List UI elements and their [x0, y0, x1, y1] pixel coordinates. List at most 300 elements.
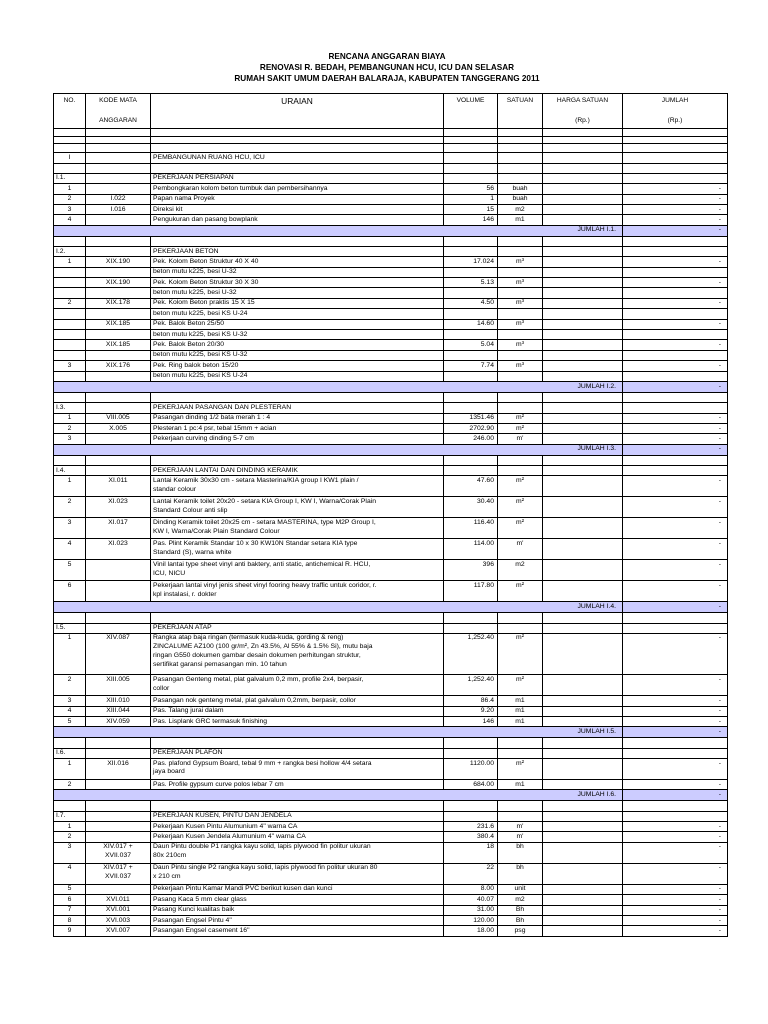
description-cell: Vinil lantai type sheet vinyl anti baktery, anti static, antichemical R. HCU, ICU, NICU [151, 560, 444, 581]
amount-cell: - [623, 842, 728, 863]
description-cell: Pas. Plint Keramik Standar 10 x 30 KW10N Standar setara KIA type Standard (S), warna white [151, 539, 444, 560]
unit-cell [498, 465, 543, 475]
no-cell: 2 [54, 675, 86, 696]
unit-price-cell [543, 136, 623, 144]
amount-cell [623, 246, 728, 256]
unit-cell [498, 811, 543, 821]
description-cell: Pek. Kolom Beton Struktur 30 X 30 [151, 278, 444, 288]
table-row [54, 832, 728, 842]
subtotal-row [54, 225, 728, 236]
table-row [54, 340, 728, 350]
code-cell [86, 153, 151, 163]
unit-price-cell [543, 895, 623, 905]
unit-price-cell [543, 581, 623, 602]
amount-cell: - [623, 832, 728, 842]
unit-price-cell [543, 278, 623, 288]
code-cell [86, 371, 151, 381]
amount-cell: - [623, 423, 728, 433]
unit-cell [498, 288, 543, 298]
volume-cell: 5.13 [444, 278, 498, 288]
unit-price-cell [543, 738, 623, 748]
amount-cell: - [623, 780, 728, 790]
volume-cell [444, 350, 498, 360]
no-cell [54, 455, 86, 465]
description-cell: Rangka atap baja ringan (termasuk kuda-kuda, gording & reng) ZINCALUME AZ100 (100 gr/m², Zn 43.5%, Al 55% & 1.5% Si), mutu baja ringan G550 dokumen gambar desain dokumen perhitungan struktur, sertifikat garansi pemasangan min. 10 tahun [151, 633, 444, 674]
unit-price-cell [543, 633, 623, 674]
volume-cell [444, 153, 498, 163]
unit-cell: m1 [498, 696, 543, 706]
description-cell: Pas. Profile gypsum curve polos lebar 7 cm [151, 780, 444, 790]
volume-cell: 22 [444, 863, 498, 884]
unit-cell [498, 403, 543, 413]
header-unit [498, 94, 543, 129]
table-row [54, 497, 728, 518]
volume-cell: 7.74 [444, 361, 498, 371]
unit-price-cell [543, 842, 623, 863]
unit-cell: m2 [498, 895, 543, 905]
code-cell: XIV.017 + XVII.037 [86, 863, 151, 884]
unit-price-cell [543, 330, 623, 340]
no-cell: 1 [54, 476, 86, 497]
unit-cell: m² [498, 675, 543, 696]
description-cell: Pek. Kolom Beton Struktur 40 X 40 [151, 257, 444, 267]
unit-cell: buah [498, 194, 543, 204]
code-cell: XII.016 [86, 759, 151, 780]
amount-cell [623, 236, 728, 246]
header-volume-label: VOLUME [456, 96, 485, 104]
volume-cell [444, 371, 498, 381]
code-cell: XIX.178 [86, 298, 151, 308]
no-cell: I.6. [54, 748, 86, 758]
description-cell: beton mutu k225, besi KS U-32 [151, 330, 444, 340]
unit-price-cell [543, 350, 623, 360]
amount-cell [623, 623, 728, 633]
no-cell [54, 144, 86, 153]
header-no [54, 94, 86, 129]
amount-cell: - [623, 184, 728, 194]
subtotal-row [54, 727, 728, 738]
amount-cell: - [623, 278, 728, 288]
description-cell: PEMBANGUNAN RUANG HCU, ICU [151, 153, 444, 163]
amount-cell: - [623, 539, 728, 560]
header-row [54, 94, 728, 129]
no-cell [54, 801, 86, 811]
code-cell: XIX.185 [86, 340, 151, 350]
unit-price-cell [543, 403, 623, 413]
amount-cell: - [623, 706, 728, 716]
volume-cell [444, 236, 498, 246]
unit-cell: m³ [498, 278, 543, 288]
subtotal-row [54, 602, 728, 613]
table-row [54, 361, 728, 371]
volume-cell: 684.00 [444, 780, 498, 790]
table-row [54, 633, 728, 674]
unit-price-cell [543, 257, 623, 267]
volume-cell: 396 [444, 560, 498, 581]
description-cell [151, 455, 444, 465]
subtotal-amount: - [623, 727, 728, 738]
no-cell [54, 392, 86, 402]
table-row [54, 413, 728, 423]
table-row [54, 560, 728, 581]
section-header-row [54, 623, 728, 633]
section-header-row [54, 748, 728, 758]
table-row [54, 905, 728, 915]
volume-cell [444, 330, 498, 340]
unit-cell: buah [498, 184, 543, 194]
unit-cell: m² [498, 476, 543, 497]
subtotal-label: JUMLAH I.4. [54, 602, 623, 613]
unit-price-cell [543, 497, 623, 518]
table-row [54, 278, 728, 288]
amount-cell: - [623, 476, 728, 497]
unit-cell: m² [498, 497, 543, 518]
amount-cell: - [623, 581, 728, 602]
unit-price-cell [543, 194, 623, 204]
subtotal-label: JUMLAH I.2. [54, 381, 623, 392]
unit-cell: m² [498, 633, 543, 674]
code-cell [86, 455, 151, 465]
table-row [54, 184, 728, 194]
no-cell [54, 613, 86, 623]
unit-price-cell [543, 236, 623, 246]
code-cell: XVI.011 [86, 895, 151, 905]
unit-price-cell [543, 832, 623, 842]
header-unit-price-label-2: (Rp.) [575, 116, 590, 124]
unit-cell: m³ [498, 257, 543, 267]
unit-cell [498, 144, 543, 153]
unit-price-cell [543, 560, 623, 581]
unit-price-cell [543, 184, 623, 194]
code-cell [86, 246, 151, 256]
table-row [54, 759, 728, 780]
volume-cell: 15 [444, 204, 498, 214]
code-cell: XVI.001 [86, 905, 151, 915]
amount-cell [623, 330, 728, 340]
subtotal-row [54, 381, 728, 392]
no-cell: I.4. [54, 465, 86, 475]
volume-cell [444, 465, 498, 475]
amount-cell: - [623, 884, 728, 894]
table-row [54, 675, 728, 696]
unit-price-cell [543, 340, 623, 350]
unit-cell: m² [498, 759, 543, 780]
subtotal-row [54, 790, 728, 801]
description-cell [151, 392, 444, 402]
amount-cell: - [623, 434, 728, 444]
subtotal-label: JUMLAH I.6. [54, 790, 623, 801]
code-cell [86, 173, 151, 183]
description-cell: Daun Pintu single P2 rangka kayu solid, lapis plywood fin politur ukuran 80 x 210 cm [151, 863, 444, 884]
code-cell [86, 184, 151, 194]
amount-cell: - [623, 905, 728, 915]
section-header-row [54, 403, 728, 413]
code-cell [86, 144, 151, 153]
unit-cell: m1 [498, 717, 543, 727]
description-cell: Daun Pintu double P1 rangka kayu solid, lapis plywood fin politur ukuran 80x 210cm [151, 842, 444, 863]
volume-cell [444, 163, 498, 173]
no-cell: 1 [54, 413, 86, 423]
header-description-label: URAIAN [281, 95, 313, 106]
volume-cell: 14.60 [444, 319, 498, 329]
header-no-label: NO. [63, 96, 76, 104]
no-cell [54, 267, 86, 277]
unit-cell [498, 455, 543, 465]
unit-cell: m1 [498, 215, 543, 225]
no-cell [54, 350, 86, 360]
volume-cell: 30.40 [444, 497, 498, 518]
no-cell: 2 [54, 832, 86, 842]
no-cell: 1 [54, 822, 86, 832]
table-row [54, 215, 728, 225]
volume-cell: 8.00 [444, 884, 498, 894]
unit-price-cell [543, 298, 623, 308]
spacer-row [54, 144, 728, 153]
volume-cell [444, 613, 498, 623]
volume-cell: 31.00 [444, 905, 498, 915]
no-cell: 5 [54, 717, 86, 727]
unit-price-cell [543, 905, 623, 915]
no-cell: 1 [54, 184, 86, 194]
unit-cell: m' [498, 822, 543, 832]
no-cell: 8 [54, 915, 86, 925]
unit-cell: m² [498, 413, 543, 423]
volume-cell: 9.20 [444, 706, 498, 716]
volume-cell: 5.04 [444, 340, 498, 350]
table-row [54, 298, 728, 308]
unit-cell: m³ [498, 319, 543, 329]
unit-price-cell [543, 423, 623, 433]
amount-cell: - [623, 215, 728, 225]
part-row [54, 153, 728, 163]
table-row-note [54, 371, 728, 381]
description-cell [151, 163, 444, 173]
code-cell [86, 434, 151, 444]
description-cell: Pasangan Engsel casement 16" [151, 926, 444, 936]
unit-price-cell [543, 465, 623, 475]
unit-price-cell [543, 926, 623, 936]
amount-cell [623, 371, 728, 381]
code-cell [86, 884, 151, 894]
unit-cell: m' [498, 832, 543, 842]
no-cell: 2 [54, 780, 86, 790]
amount-cell: - [623, 518, 728, 539]
description-cell [151, 801, 444, 811]
amount-cell: - [623, 497, 728, 518]
header-code [86, 94, 151, 129]
table-row-note [54, 330, 728, 340]
code-cell: I.022 [86, 194, 151, 204]
description-cell: Pengukuran dan pasang bowplank [151, 215, 444, 225]
unit-cell [498, 173, 543, 183]
code-cell [86, 811, 151, 821]
no-cell: 4 [54, 539, 86, 560]
description-cell: beton mutu k225, besi U-32 [151, 288, 444, 298]
no-cell: 6 [54, 895, 86, 905]
code-cell [86, 330, 151, 340]
code-cell [86, 163, 151, 173]
unit-cell: m' [498, 434, 543, 444]
description-cell: PEKERJAAN KUSEN, PINTU DAN JENDELA [151, 811, 444, 821]
table-row [54, 434, 728, 444]
code-cell: VIII.005 [86, 413, 151, 423]
unit-price-cell [543, 144, 623, 153]
description-cell: Pasangan nok genteng metal, plat galvalum 0,2mm, berpasir, collor [151, 696, 444, 706]
unit-cell [498, 309, 543, 319]
no-cell: 1 [54, 759, 86, 780]
unit-price-cell [543, 392, 623, 402]
description-cell: Direksi kit [151, 204, 444, 214]
no-cell: 1 [54, 257, 86, 267]
unit-cell [498, 236, 543, 246]
amount-cell: - [623, 204, 728, 214]
unit-cell [498, 392, 543, 402]
table-row [54, 780, 728, 790]
volume-cell [444, 173, 498, 183]
amount-cell [623, 267, 728, 277]
no-cell [54, 371, 86, 381]
volume-cell: 4.50 [444, 298, 498, 308]
volume-cell: 1351.46 [444, 413, 498, 423]
unit-price-cell [543, 173, 623, 183]
description-cell: Pekerjaan Kusen Jendela Alumunium 4" warna CA [151, 832, 444, 842]
no-cell: 6 [54, 581, 86, 602]
amount-cell: - [623, 361, 728, 371]
table-row [54, 822, 728, 832]
table-row [54, 884, 728, 894]
unit-cell [498, 246, 543, 256]
no-cell: I.1. [54, 173, 86, 183]
code-cell [86, 465, 151, 475]
code-cell: XIX.190 [86, 257, 151, 267]
code-cell [86, 613, 151, 623]
amount-cell: - [623, 822, 728, 832]
unit-price-cell [543, 153, 623, 163]
header-code-label-2: ANGGARAN [99, 116, 137, 124]
unit-price-cell [543, 863, 623, 884]
description-cell: beton mutu k225, besi KS U-24 [151, 371, 444, 381]
table-row-note [54, 267, 728, 277]
description-cell: Papan nama Proyek [151, 194, 444, 204]
description-cell: Pekerjaan Pintu Kamar Mandi PVC berikut kusen dan kunci [151, 884, 444, 894]
unit-cell: m³ [498, 298, 543, 308]
code-cell [86, 392, 151, 402]
amount-cell: - [623, 257, 728, 267]
amount-cell: - [623, 413, 728, 423]
no-cell: 3 [54, 204, 86, 214]
unit-cell [498, 129, 543, 137]
unit-cell [498, 371, 543, 381]
table-row [54, 476, 728, 497]
amount-cell [623, 465, 728, 475]
volume-cell: 380.4 [444, 832, 498, 842]
unit-cell: bh [498, 842, 543, 863]
code-cell [86, 780, 151, 790]
code-cell: XVI.003 [86, 915, 151, 925]
volume-cell [444, 811, 498, 821]
volume-cell: 146 [444, 215, 498, 225]
no-cell: I.2. [54, 246, 86, 256]
volume-cell: 18 [444, 842, 498, 863]
section-header-row [54, 465, 728, 475]
table-row [54, 518, 728, 539]
amount-cell: - [623, 194, 728, 204]
description-cell: Pasangan Engsel Pintu 4" [151, 915, 444, 925]
unit-price-cell [543, 434, 623, 444]
code-cell: X.005 [86, 423, 151, 433]
no-cell: 9 [54, 926, 86, 936]
description-cell: Pekerjaan curving dinding 5-7 cm [151, 434, 444, 444]
spacer-row [54, 129, 728, 137]
volume-cell: 2702.90 [444, 423, 498, 433]
amount-cell: - [623, 696, 728, 706]
unit-price-cell [543, 539, 623, 560]
unit-cell [498, 738, 543, 748]
no-cell [54, 129, 86, 137]
unit-cell: psg [498, 926, 543, 936]
header-amount-label-1: JUMLAH [661, 96, 689, 104]
no-cell [54, 136, 86, 144]
unit-price-cell [543, 413, 623, 423]
unit-price-cell [543, 371, 623, 381]
code-cell [86, 129, 151, 137]
no-cell: I [54, 153, 86, 163]
spacer-row [54, 136, 728, 144]
no-cell: 3 [54, 842, 86, 863]
amount-cell: - [623, 915, 728, 925]
unit-price-cell [543, 759, 623, 780]
header-code-label-1: KODE MATA [99, 96, 137, 104]
code-cell [86, 748, 151, 758]
no-cell: I.5. [54, 623, 86, 633]
code-cell [86, 738, 151, 748]
amount-cell [623, 403, 728, 413]
subtotal-row [54, 444, 728, 455]
volume-cell: 56 [444, 184, 498, 194]
no-cell [54, 319, 86, 329]
spacer-row [54, 738, 728, 748]
amount-cell: - [623, 560, 728, 581]
subtotal-amount: - [623, 444, 728, 455]
volume-cell [444, 267, 498, 277]
amount-cell [623, 288, 728, 298]
volume-cell: 246.00 [444, 434, 498, 444]
unit-price-cell [543, 623, 623, 633]
amount-cell: - [623, 298, 728, 308]
description-cell: PEKERJAAN BETON [151, 246, 444, 256]
volume-cell: 120.00 [444, 915, 498, 925]
unit-cell: Bh [498, 905, 543, 915]
amount-cell [623, 129, 728, 137]
description-cell: Pekerjaan lantai vinyl jenis sheet vinyl fooring heavy traffic untuk coridor, r. kpl instalasi, r. dokter [151, 581, 444, 602]
spacer-row [54, 455, 728, 465]
table-row [54, 319, 728, 329]
amount-cell: - [623, 759, 728, 780]
description-cell: beton mutu k225, besi KS U-24 [151, 309, 444, 319]
document-title [0, 51, 768, 84]
volume-cell [444, 455, 498, 465]
no-cell: 1 [54, 633, 86, 674]
table-row [54, 204, 728, 214]
volume-cell: 86.4 [444, 696, 498, 706]
amount-cell [623, 748, 728, 758]
amount-cell [623, 173, 728, 183]
amount-cell [623, 738, 728, 748]
header-amount [623, 94, 728, 129]
table-row [54, 539, 728, 560]
description-cell: Pembongkaran kolom beton tumbuk dan pembersihannya [151, 184, 444, 194]
description-cell: Pasangan Genteng metal, plat galvalum 0,2 mm, profile 2x4, berpasir, collor [151, 675, 444, 696]
